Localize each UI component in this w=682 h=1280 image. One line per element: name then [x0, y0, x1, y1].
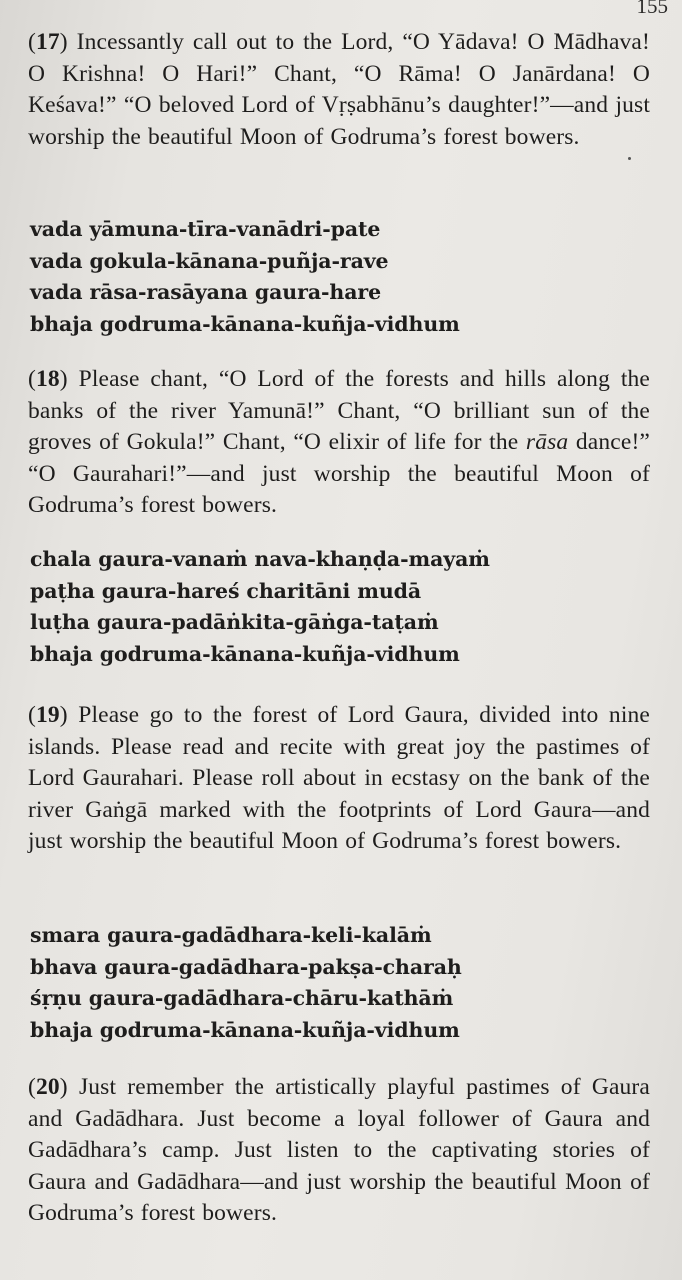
verse-block-1: [30, 214, 650, 340]
paragraph-18-text: Please chant, “O Lord of the forests and hills along the banks of the river Yamunā!” Chant, “O brilliant sun of the groves of Gokula!” Chant, “O elixir of life for the: [28, 366, 650, 455]
section-number-17: 17: [35, 29, 60, 55]
verse-block-2: [30, 544, 650, 670]
paragraph-17-text: Incessantly call out to the Lord, “O Yādava! O Mādhava! O Krishna! O Hari!” Chant, “O Rāma! O Janārdana! O Keśava!” “O beloved Lord of Vṛṣabhānu’s daughter!”—and just worship the beautiful Moon of Godruma’s forest bowers.: [28, 29, 650, 150]
verse-line: smara gaura-gadādhara-keli-kalāṁ: [30, 923, 432, 947]
verse-line: śṛṇu gaura-gadādhara-chāru-kathāṁ: [30, 986, 454, 1010]
paragraph-17: (17) Incessantly call out to the Lord, “O Yādava! O Mādhava! O Krishna! O Hari!” Chant, “O Rāma! O Janārdana! O Keśava!” “O beloved Lord of Vṛṣabhānu’s daughter!”—and just worship the beautiful Moon of Godruma’s forest bowers.: [28, 29, 650, 150]
paragraph-18: (18) Please chant, “O Lord of the forests and hills along the banks of the river Yamunā!” Chant, “O brilliant sun of the groves of Gokula!” Chant, “O elixir of life for the rāsa dance!” “O Gaurahari!”—and just worship the beautiful Moon of Godruma’s forest bowers.: [28, 366, 651, 518]
section-number-18: 18: [35, 366, 60, 392]
verse-line: bhaja godruma-kānana-kuñja-vidhum: [30, 311, 460, 336]
paragraph-18-italic: rāsa: [525, 429, 569, 455]
verse-line: vada rāsa-rasāyana gaura-hare: [30, 280, 382, 304]
section-number-20: 20: [35, 1074, 60, 1100]
verse-line: luṭha gaura-padāṅkita-gāṅga-taṭaṁ: [30, 610, 439, 634]
verse-line: bhaja godruma-kānana-kuñja-vidhum: [30, 1017, 460, 1042]
section-number-19: 19: [35, 702, 60, 728]
paragraph-20: (20) Just remember the artistically playful pastimes of Gaura and Gadādhara. Just become a loyal follower of Gaura and Gadādhara’s camp. Just listen to the captivating stories of Gaura and Gadādhara—and just worship the beautiful Moon of Godruma’s forest bowers.: [28, 1074, 650, 1226]
verse-line: bhava gaura-gadādhara-pakṣa-charaḥ: [30, 954, 462, 979]
verse-line: paṭha gaura-hareś charitāni mudā: [30, 578, 422, 603]
paragraph-20-text: Just remember the artistically playful pastimes of Gaura and Gadādhara. Just become a loyal follower of Gaura and Gadādhara’s camp. Just listen to the captivating stories of Gaura and Gadādhara—and just worship the beautiful Moon of Godruma’s forest bowers.: [28, 1074, 650, 1226]
verse-line: vada gokula-kānana-puñja-rave: [30, 248, 389, 273]
paragraph-19-text: Please go to the forest of Lord Gaura, divided into nine islands. Please read and recite with great joy the pastimes of Lord Gaurahari. Please roll about in ecstasy on the bank of the river Gaṅgā marked with the footprints of Lord Gaura—and just worship the beautiful Moon of Godruma’s forest bowers.: [28, 702, 650, 854]
verse-line: chala gaura-vanaṁ nava-khaṇḍa-mayaṁ: [30, 547, 490, 571]
paper-speck: [628, 157, 631, 160]
verse-line: bhaja godruma-kānana-kuñja-vidhum: [30, 641, 460, 666]
verse-line: vada yāmuna-tīra-vanādri-pate: [30, 217, 381, 241]
page-number: 155: [636, 0, 668, 18]
paragraph-19: (19) Please go to the forest of Lord Gaura, divided into nine islands. Please read and recite with great joy the pastimes of Lord Gaurahari. Please roll about in ecstasy on the bank of the river Gaṅgā marked with the footprints of Lord Gaura—and just worship the beautiful Moon of Godruma’s forest bowers.: [28, 702, 650, 854]
paragraph-18-text-after: dance!” “O Gaurahari!”—and just worship the beautiful Moon of Godruma’s forest bowers.: [28, 429, 651, 518]
verse-block-3: [30, 920, 650, 1046]
